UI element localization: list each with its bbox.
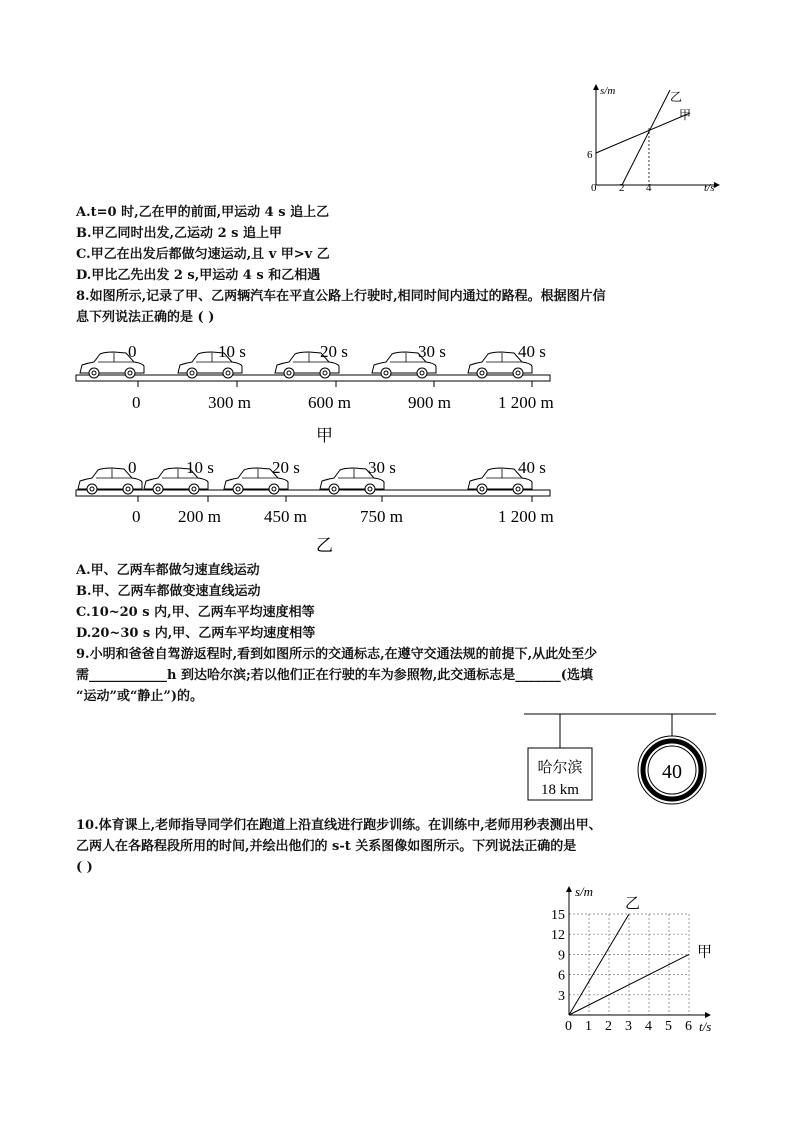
x-axis-arrow xyxy=(705,1012,711,1018)
dist-jia-1200: 1 200 m xyxy=(498,393,554,412)
time-jia-40: 40 s xyxy=(518,342,546,361)
caption-jia: 甲 xyxy=(316,426,333,445)
q8-option-d: D.20~30 s 内,甲、乙两车平均速度相等 xyxy=(76,626,316,641)
series-label-yi: 乙 xyxy=(625,896,641,912)
y-tick-15: 15 xyxy=(551,908,565,923)
tick-x-0: 0 xyxy=(591,182,597,194)
traffic-sign xyxy=(520,708,720,808)
tick-x-2: 2 xyxy=(619,182,625,194)
x-tick-4: 4 xyxy=(645,1019,652,1032)
q8-option-b: B.甲、乙两车都做变速直线运动 xyxy=(76,584,261,599)
q8-option-a: A.甲、乙两车都做匀速直线运动 xyxy=(76,563,260,578)
tick-x-4: 4 xyxy=(646,182,652,194)
q10-line1: 10.体育课上,老师指导同学们在跑道上沿直线进行跑步训练。在训练中,老师用秒表测出甲、 xyxy=(76,818,602,833)
x-tick-5: 5 xyxy=(665,1019,672,1032)
speed-limit-sign xyxy=(638,736,706,804)
dist-jia-900: 900 m xyxy=(408,393,451,412)
sign-distance: 18 km xyxy=(541,782,579,798)
car-diagram xyxy=(70,335,570,555)
line-label-yi: 乙 xyxy=(670,90,683,104)
line-label-jia: 甲 xyxy=(679,108,692,122)
x-tick-0: 0 xyxy=(565,1019,572,1032)
time-jia-10: 10 s xyxy=(218,342,246,361)
x-tick-3: 3 xyxy=(625,1019,632,1032)
line-jia xyxy=(596,113,690,153)
y-axis-arrow xyxy=(566,886,572,892)
y-tick-12: 12 xyxy=(551,928,565,944)
q7-option-c: C.甲乙在出发后都做匀速运动,且 v 甲>v 乙 xyxy=(76,247,330,262)
y-tick-3: 3 xyxy=(558,988,565,1004)
graph-st-1 xyxy=(578,80,728,195)
time-yi-30: 30 s xyxy=(368,458,396,477)
x-tick-6: 6 xyxy=(685,1019,692,1032)
series-label-jia: 甲 xyxy=(697,944,713,961)
y-axis-label: s/m xyxy=(575,884,594,899)
time-yi-20: 20 s xyxy=(272,458,300,477)
dist-jia-600: 600 m xyxy=(308,393,351,412)
x-axis-label: t/s xyxy=(704,182,715,194)
q7-option-d: D.甲比乙先出发 2 s,甲运动 4 s 和乙相遇 xyxy=(76,268,321,283)
st-chart-q10 xyxy=(530,882,730,1032)
dist-yi-0: 0 xyxy=(132,507,141,526)
time-yi-10: 10 s xyxy=(186,458,214,477)
tick-y-6: 6 xyxy=(587,149,593,161)
dist-yi-450: 450 m xyxy=(264,507,307,526)
line-yi xyxy=(622,90,670,185)
q10-line2: 乙两人在各路程段所用的时间,并绘出他们的 s-t 关系图像如图所示。下列说法正确的是 xyxy=(76,839,577,854)
q7-option-a: A.t=0 时,乙在甲的前面,甲运动 4 s 追上乙 xyxy=(76,205,330,220)
time-jia-20: 20 s xyxy=(320,342,348,361)
sign-city: 哈尔滨 xyxy=(537,760,583,776)
dist-jia-0: 0 xyxy=(132,393,141,412)
q8-stem-line2: 息下列说法正确的是 ( ) xyxy=(76,310,215,325)
q9-line3: “运动”或“静止”)的。 xyxy=(76,689,204,704)
y-tick-9: 9 xyxy=(558,948,565,964)
dist-yi-1200: 1 200 m xyxy=(498,507,554,526)
x-axis-label: t/s xyxy=(699,1019,712,1032)
q7-option-b: B.甲乙同时出发,乙运动 2 s 追上甲 xyxy=(76,226,282,241)
dist-yi-750: 750 m xyxy=(360,507,403,526)
time-yi-40: 40 s xyxy=(518,458,546,477)
time-yi-0: 0 xyxy=(128,458,137,477)
dist-jia-300: 300 m xyxy=(208,393,251,412)
q8-stem-line1: 8.如图所示,记录了甲、乙两辆汽车在平直公路上行驶时,相同时间内通过的路程。根据图片信 xyxy=(76,289,606,304)
q10-line3: ( ) xyxy=(76,860,93,875)
caption-yi: 乙 xyxy=(316,536,333,555)
dist-yi-200: 200 m xyxy=(178,507,221,526)
q8-option-c: C.10~20 s 内,甲、乙两车平均速度相等 xyxy=(76,605,315,620)
time-jia-30: 30 s xyxy=(418,342,446,361)
x-tick-2: 2 xyxy=(605,1019,612,1032)
q9-line2: 需____________h 到达哈尔滨;若以他们正在行驶的车为参照物,此交通标志是_______(选填 xyxy=(76,668,593,683)
time-jia-0: 0 xyxy=(128,342,137,361)
speed-limit-value: 40 xyxy=(662,761,682,783)
x-tick-1: 1 xyxy=(585,1019,592,1032)
y-tick-6: 6 xyxy=(558,968,565,984)
q9-line1: 9.小明和爸爸自驾游返程时,看到如图所示的交通标志,在遵守交通法规的前提下,从此处至少 xyxy=(76,647,598,662)
y-axis-label: s/m xyxy=(600,85,616,97)
